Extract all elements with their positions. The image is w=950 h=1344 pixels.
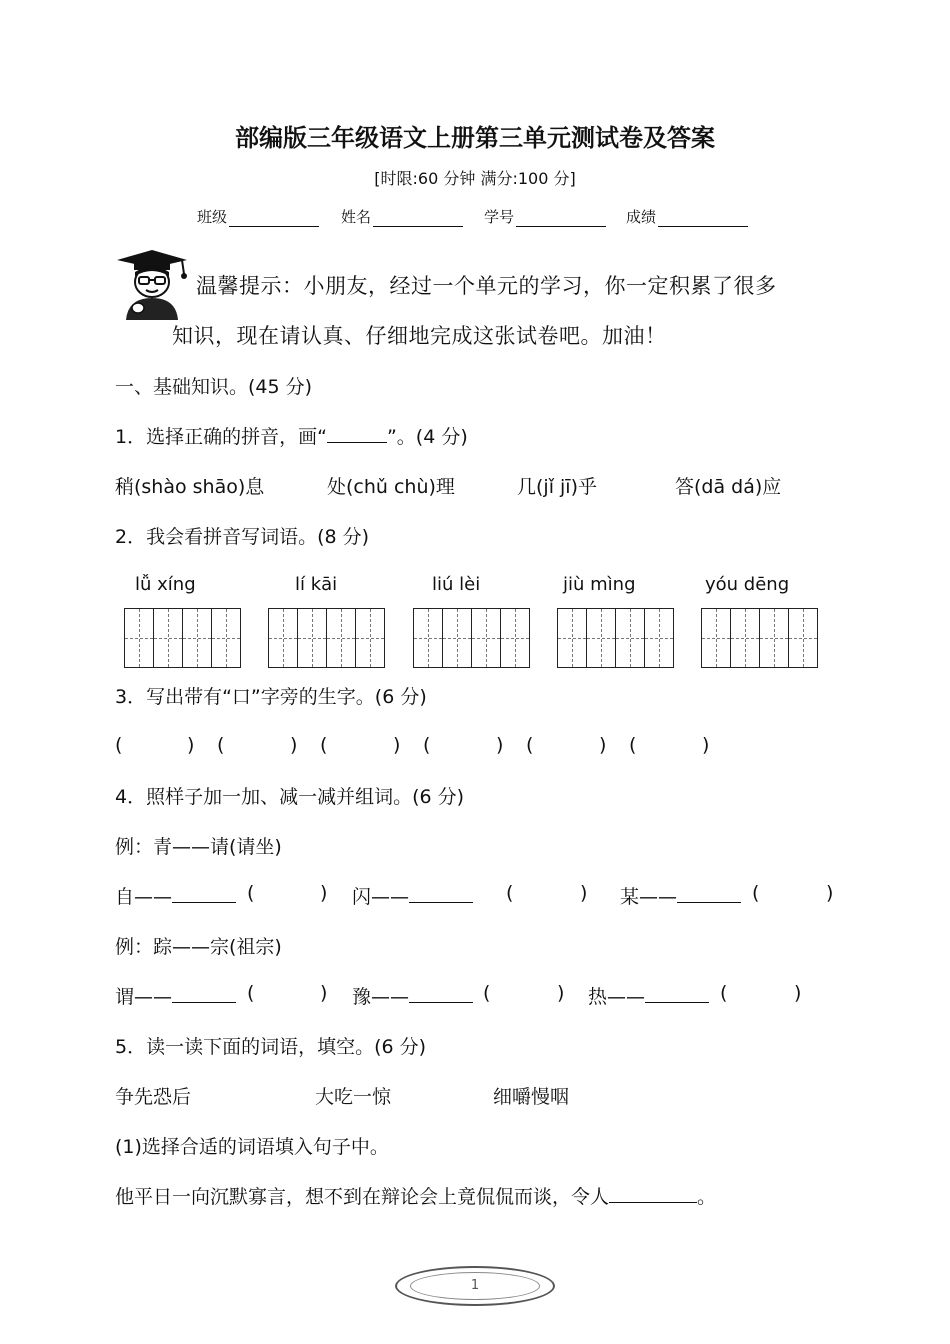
sub-question-1: (1)选择合适的词语填入句子中。 <box>115 1136 389 1158</box>
exam-meta: [时限:60 分钟 满分:100 分] <box>374 169 576 188</box>
writing-grid[interactable] <box>413 608 530 668</box>
word-choice: 大吃一惊 <box>315 1086 392 1108</box>
section-heading: 一、基础知识。(45 分) <box>115 376 313 398</box>
class-field: 班级 <box>197 206 319 227</box>
pinyin-label: lí kāi <box>295 574 338 595</box>
pinyin-label: yóu dēng <box>705 574 790 595</box>
pinyin-label: liú lèi <box>432 574 481 595</box>
page-number: 1 <box>470 1278 480 1293</box>
graduate-cartoon-icon <box>112 248 192 320</box>
question-2-title: 2．我会看拼音写词语。(8 分) <box>115 526 370 548</box>
q4-item[interactable]: 豫—— <box>352 982 473 1009</box>
pinyin-label: lǚ xíng <box>135 574 196 595</box>
page-title: 部编版三年级语文上册第三单元测试卷及答案 <box>235 124 715 152</box>
q4-item[interactable]: 闪—— <box>352 882 473 909</box>
writing-grid[interactable] <box>124 608 241 668</box>
example-1: 例：青——请(请坐) <box>115 836 282 858</box>
question-3-title: 3．写出带有“口”字旁的生字。(6 分) <box>115 686 427 708</box>
writing-grid[interactable] <box>557 608 674 668</box>
q4-item[interactable]: 自—— <box>115 882 236 909</box>
word-choice: 细嚼慢咽 <box>493 1086 570 1108</box>
pinyin-label: jiù mìng <box>563 574 636 595</box>
q1-item: 几(jǐ jī)乎 <box>517 476 597 498</box>
q1-item: 答(dā dá)应 <box>675 476 782 498</box>
student-id-field: 学号 <box>484 206 606 227</box>
word-choice: 争先恐后 <box>115 1086 192 1108</box>
name-field: 姓名 <box>341 206 463 227</box>
q4-item[interactable]: 热—— <box>588 982 709 1009</box>
q1-item: 稍(shào shāo)息 <box>115 476 265 498</box>
score-field: 成绩 <box>626 206 748 227</box>
tip-line-1: 温馨提示：小朋友，经过一个单元的学习，你一定积累了很多 <box>196 274 777 298</box>
fill-sentence[interactable]: 他平日一向沉默寡言，想不到在辩论会上竟侃侃而谈，令人 。 <box>115 1186 717 1208</box>
question-4-title: 4．照样子加一加、减一减并组词。(6 分) <box>115 786 465 808</box>
question-1-title: 1．选择正确的拼音，画“ ”。(4 分) <box>115 426 468 448</box>
q4-item[interactable]: 某—— <box>620 882 741 909</box>
q4-item[interactable]: 谓—— <box>115 982 236 1009</box>
tip-line-2: 知识，现在请认真、仔细地完成这张试卷吧。加油！ <box>172 324 667 348</box>
q1-item: 处(chǔ chù)理 <box>327 476 455 498</box>
writing-grid[interactable] <box>268 608 385 668</box>
question-5-title: 5．读一读下面的词语，填空。(6 分) <box>115 1036 427 1058</box>
writing-grid[interactable] <box>701 608 818 668</box>
example-2: 例：踪——宗(祖宗) <box>115 936 282 958</box>
